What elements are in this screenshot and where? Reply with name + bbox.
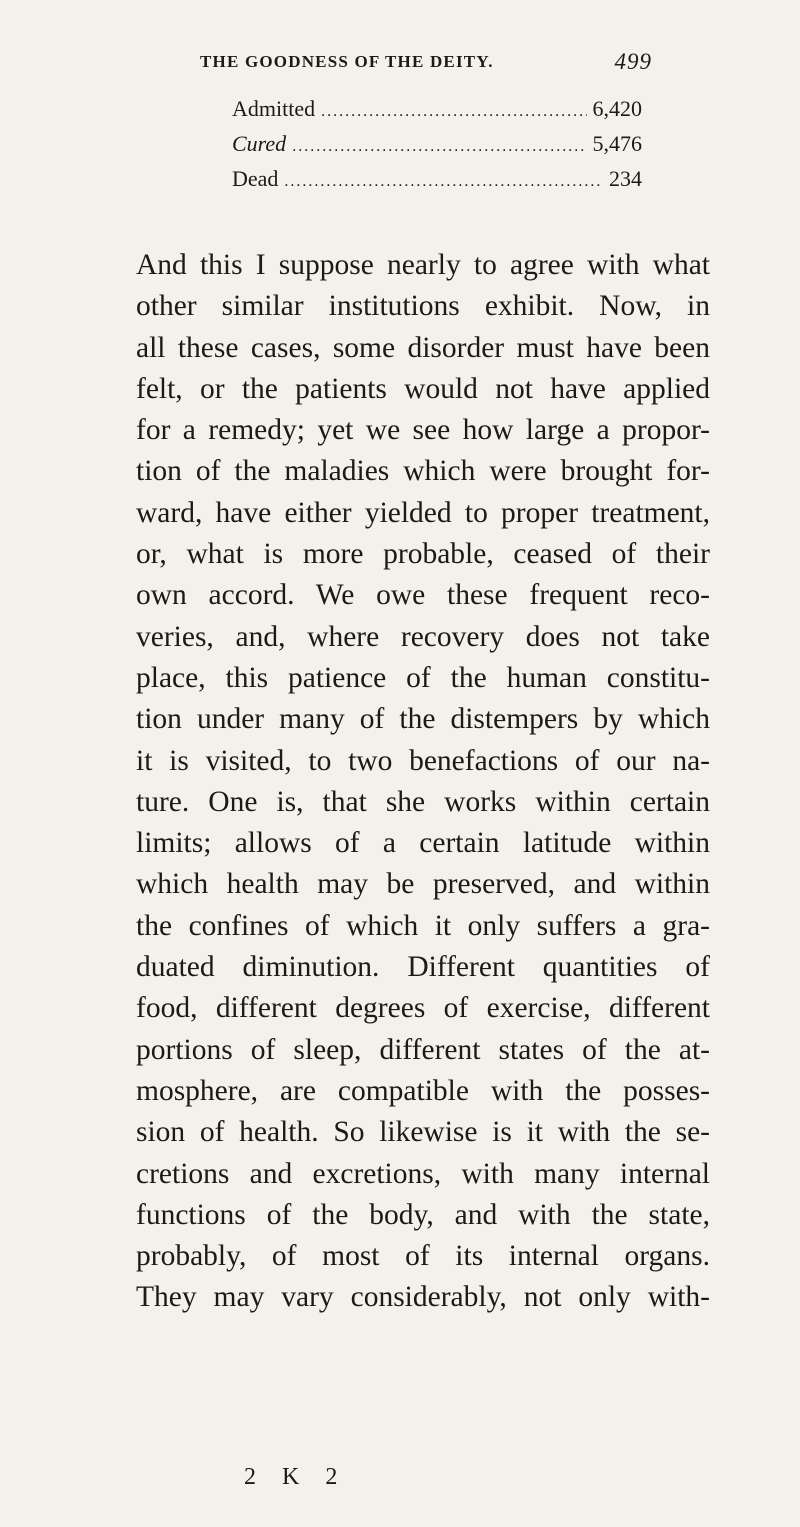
text-line: sion of health. So likewise is it with the se- xyxy=(136,1116,710,1149)
stat-value: 6,420 xyxy=(592,96,642,121)
text-line: place, this patience of the human constitu- xyxy=(136,661,710,694)
text-line: felt, or the patients would not have applied xyxy=(136,372,710,405)
text-line: And this I suppose nearly to agree with what xyxy=(136,249,710,281)
text-line: ward, have either yielded to proper treatment, xyxy=(136,496,710,529)
text-line: or, what is more probable, ceased of their xyxy=(136,538,710,571)
text-line: which health may be preserved, and within xyxy=(136,868,710,901)
text-line: duated diminution. Different quantities of xyxy=(136,951,710,984)
statistics-table xyxy=(232,96,642,201)
text-line: probably, of most of its internal organs. xyxy=(136,1240,710,1273)
text-line: cretions and excretions, with many internal xyxy=(136,1157,710,1190)
stat-row-cured xyxy=(232,131,642,166)
stat-label: Admitted xyxy=(232,96,316,121)
text-line: veries, and, where recovery does not take xyxy=(136,620,710,653)
stat-row-dead xyxy=(232,166,642,201)
text-line: the confines of which it only suffers a gra- xyxy=(136,909,710,942)
text-line: other similar institutions exhibit. Now, in xyxy=(136,290,710,323)
text-line: all these cases, some disorder must have been xyxy=(136,331,710,364)
running-title: THE GOODNESS OF THE DEITY. xyxy=(200,52,494,71)
text-line: portions of sleep, different states of the at- xyxy=(136,1033,710,1066)
stat-label: Dead xyxy=(232,166,279,191)
leader-dots xyxy=(292,138,586,156)
text-line: for a remedy; yet we see how large a propor- xyxy=(136,414,710,447)
signature-mark: 2 K 2 xyxy=(244,1464,348,1490)
stat-label: Cured xyxy=(232,131,287,156)
text-line: food, different degrees of exercise, different xyxy=(136,992,710,1025)
text-line: tion of the maladies which were brought for- xyxy=(136,455,710,488)
leader-dots xyxy=(284,173,603,191)
stat-value: 5,476 xyxy=(592,131,642,156)
text-line: own accord. We owe these frequent reco- xyxy=(136,579,710,612)
page-number: 499 xyxy=(614,49,652,74)
body-paragraph xyxy=(136,245,710,1319)
leader-dots xyxy=(321,103,586,121)
text-line: tion under many of the distempers by which xyxy=(136,703,710,736)
text-line: limits; allows of a certain latitude within xyxy=(136,827,710,860)
text-line: They may vary considerably, not only with- xyxy=(136,1281,710,1314)
stat-row-admitted xyxy=(232,96,642,131)
running-head xyxy=(200,49,652,82)
stat-value: 234 xyxy=(609,166,642,191)
text-line: it is visited, to two benefactions of our na- xyxy=(136,744,710,777)
text-line: functions of the body, and with the state, xyxy=(136,1198,710,1231)
text-line: mosphere, are compatible with the posses- xyxy=(136,1074,710,1107)
text-line: ture. One is, that she works within certain xyxy=(136,785,710,818)
